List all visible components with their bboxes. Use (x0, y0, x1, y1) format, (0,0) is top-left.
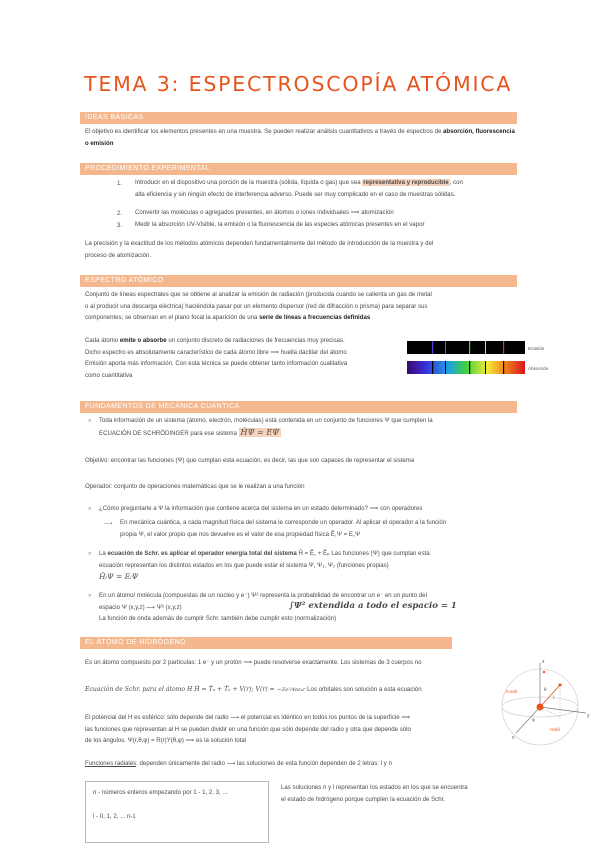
step-number: 1. (117, 180, 123, 187)
espectro-caracteristico (85, 335, 405, 381)
atomo-l4: las funciones que representan al H se pueden dividir en una función que sólo depende del radio y otra que depende sólo (85, 725, 411, 733)
normalization-text: ∫Ψ² extendida a todo el espacio = 1 (289, 601, 457, 611)
axis-z-label: z (542, 659, 545, 665)
fund-b4-line1: En un átomo/ molécula (compuestas de un núcleo y e⁻) Ψ² representa la probabilidad de encontrar un e⁻ en un punto del (99, 592, 427, 599)
fund-b1-line1: Toda información de un sistema (átomo, electrón, moléculas) está contenida en un conjunto de funciones Ψ que cumplen la (99, 417, 433, 424)
fund-b3-tail: Ĥ = Ê꜀ + Êₚ Las funciones (Ψ) que cumplan esta (296, 550, 430, 557)
atomo-l5: de los ángulos. Ψ(r,θ,φ) = R(r)Y(θ,φ) ⟹ es la solución total (85, 737, 247, 744)
fund-b3-bold: ecuación de Schr. es aplicar el operador energía total del sistema (107, 550, 297, 557)
step-1-text: Introducir en el dispositivo una porción de la muestra (sólida, líquida o gas) que sea (135, 179, 363, 186)
espectro-paragraph (85, 289, 517, 324)
funciones-radiales (85, 758, 515, 770)
section-procedimiento: PROCEDIMIENTO EXPERIMENTAL (80, 163, 517, 175)
step-1-line2: alta eficiencia y sin ningún efecto de interferencia adverso. Puede ser muy complicado en el caso de muestras sólidas. (135, 190, 456, 198)
c3-text: Emisión aporta más información. Con esta técnica se puede obtener tanto información cualitativa (85, 360, 348, 367)
bullet-icon: » (88, 593, 92, 599)
step-number: 2. (117, 210, 123, 217)
fund-b1-tail: para ese sistema (188, 429, 237, 437)
step-3: Medir la absorción UV-Visible, la emisión o la fluorescencia de las especies atómicas presentes en el vapor (135, 221, 425, 228)
atomo-soluciones (281, 782, 521, 805)
espectro-line-3-bold: serie de líneas a frecuencias definidas (259, 314, 371, 321)
theta-label: θ (544, 687, 547, 692)
c2-text: Dicho espectro es absolutamente característico de cada átomo libre ⟹ huella dactilar del átomo (85, 348, 347, 356)
fund-bullet-3 (99, 548, 519, 584)
axis-y-label: y (587, 713, 590, 719)
atomo-schr-eq: Ecuación de Schr. para el átomo H Ĥ = T̂ₙ + T̂ₑ + V(r); V(r) = − (85, 686, 282, 693)
fund-b4-line2: espacio Ψ (x,y,z) ⟶ Ψ² (x,y,z) (99, 603, 182, 611)
atomo-intro: Es un átomo compuesto por 2 partículas: 1 e⁻ y un protón ⟹ puede resolverse exactamente. Los sistemas de 3 cuerpos no (85, 659, 422, 666)
c4-text: como cuantitativa (85, 371, 133, 379)
atomo-schr (85, 684, 515, 697)
radiales-text: : dependen únicamente del radio ⟶ las soluciones de esta función dependen de 2 letras: l y n (136, 760, 392, 767)
rsin-label: rsinθ (550, 727, 560, 732)
bullet-icon: » (88, 551, 92, 557)
absorption-spectrum (407, 361, 525, 374)
fund-sub-bullet (120, 517, 520, 540)
soluciones-l1: Las soluciones n y l representan los estados en los que se encuentra (281, 784, 468, 791)
page-title: TEMA 3: ESPECTROSCOPÍA ATÓMICA (84, 72, 513, 96)
fund-b3-la: La (99, 550, 108, 557)
section-ideas-basicas: IDEAS BÁSICAS (80, 112, 517, 124)
schrodinger-equation: ĤΨ = EΨ (240, 427, 280, 437)
ideas-paragraph (85, 126, 517, 149)
c1-text: Cada átomo (85, 337, 120, 344)
atomo-schr-tail: Los orbitales son solución a esta ecuación (305, 686, 422, 693)
rcos-label: rcosθ (506, 689, 518, 694)
fund-b4-line3: La función de onda además de cumplir Schr. también debe cumplir esto (normalización) (99, 615, 337, 622)
label-emision: Emisión (528, 346, 545, 351)
fund-b3-equation: ĤᵢΨ = EᵢΨ (99, 572, 139, 581)
step-1-highlight: representativa y reproducible (363, 179, 449, 186)
step-number: 3. (117, 222, 123, 229)
arrow-icon: ⟶ (104, 521, 113, 527)
phi-label: φ (532, 717, 535, 722)
fund-sub-line1: En mecánica cuántica, a cada magnitud física del sistema le corresponde un operador. Al aplicar el operador a la función (120, 519, 447, 526)
precision-line-2: proceso de atomización. (85, 251, 152, 259)
operador-text: Operador: conjunto de operaciones matemáticas que se le realizan a una función (85, 483, 305, 490)
bullet-icon: » (88, 506, 92, 512)
c1-tail: un conjunto discreto de radiaciones de frecuencias muy precisas. (166, 337, 345, 344)
ideas-text: El objetivo es identificar los elementos presentes en una muestra. Se pueden realizar análisis cuantitativos a través de espectros de (85, 128, 444, 135)
step-1 (135, 177, 520, 200)
r-label: r (553, 695, 555, 700)
label-absorcion: Absorción (528, 366, 549, 371)
fund-b1-schrodinger: ECUACIÓN DE SCHRÖDINGER (99, 429, 189, 437)
objetivo-text: Objetivo: encontrar las funciones (Ψ) que cumplan esta ecuación, es decir, las que son capaces de representar el sistema (85, 457, 415, 464)
box-l: l - 0, 1, 2, ... n-1 (93, 813, 136, 820)
espectro-line-1: Conjunto de líneas espectrales que se obtiene al analizar la emisión de radiación (producida cuando se calienta un gas de metal (85, 291, 432, 298)
section-fundamentos: FUNDAMENTOS DE MECÁNICA CUÁNTICA (80, 401, 517, 413)
fund-bullet-1 (99, 415, 519, 439)
atomo-potential-fraction: Ze²/4πε₀r (281, 687, 306, 693)
precision-paragraph (85, 238, 517, 261)
emission-spectrum (407, 341, 525, 354)
section-espectro: ESPECTRO ATÓMICO (80, 275, 517, 287)
precision-line-1: La precisión y la exactitud de los métodos atómicos dependen fundamentalmente del método de introducción de la muestra y del (85, 240, 434, 247)
step-2: Convertir las moléculas o agregados presentes, en átomos o iones individuales ⟹ atomización (135, 209, 394, 216)
espectro-line-2: o al producir una descarga eléctrica) haciéndola pasar por un elemento dispersor (red de difracción o prisma) para separar sus (85, 302, 428, 310)
normalization-equation (289, 600, 457, 613)
box-n: n - números enteros empezando por 1 - 1, 2, 3, ... (93, 789, 228, 796)
section-atomo-hidrogeno: EL ÁTOMO DE HIDRÓGENO (80, 637, 452, 649)
ideas-bold: absorción, fluorescencia o emisión (85, 128, 515, 147)
c1-bold: emite o absorbe (119, 337, 167, 344)
radiales-label: Funciones radiales (85, 760, 137, 767)
spherical-coordinates-diagram (498, 655, 594, 755)
fund-b3-line2: ecuación representan los distintos estados en los que puede estar el sistema Ψ, Ψ₁, Ψ₂ (funciones propias) (99, 561, 389, 569)
bullet-icon: » (88, 418, 92, 424)
soluciones-l2: el estado de hidrógeno porque cumplen la ecuación de Schr. (281, 795, 445, 803)
step-1-tail: , con (449, 179, 463, 186)
atomo-l3: El potencial del H es esférico: sólo depende del radio ⟶ el potencial es idéntico en todos los puntos de la superficie ⟹ (85, 714, 411, 721)
atomo-potencial (85, 712, 515, 747)
axis-x-label: x (512, 735, 515, 741)
fund-bullet-2: ¿Cómo preguntarle a Ψ la información que contiene acerca del sistema en un estado determinado? ⟹ con operadores (99, 505, 423, 512)
espectro-line-3: componentes; se observan en el plano focal la aparición de una (85, 314, 260, 321)
fund-sub-line2: propia Ψ, el valor propio que nos devuelve es el valor de esa propiedad física Ê꜀Ψ = E꜀Ψ (120, 530, 361, 538)
